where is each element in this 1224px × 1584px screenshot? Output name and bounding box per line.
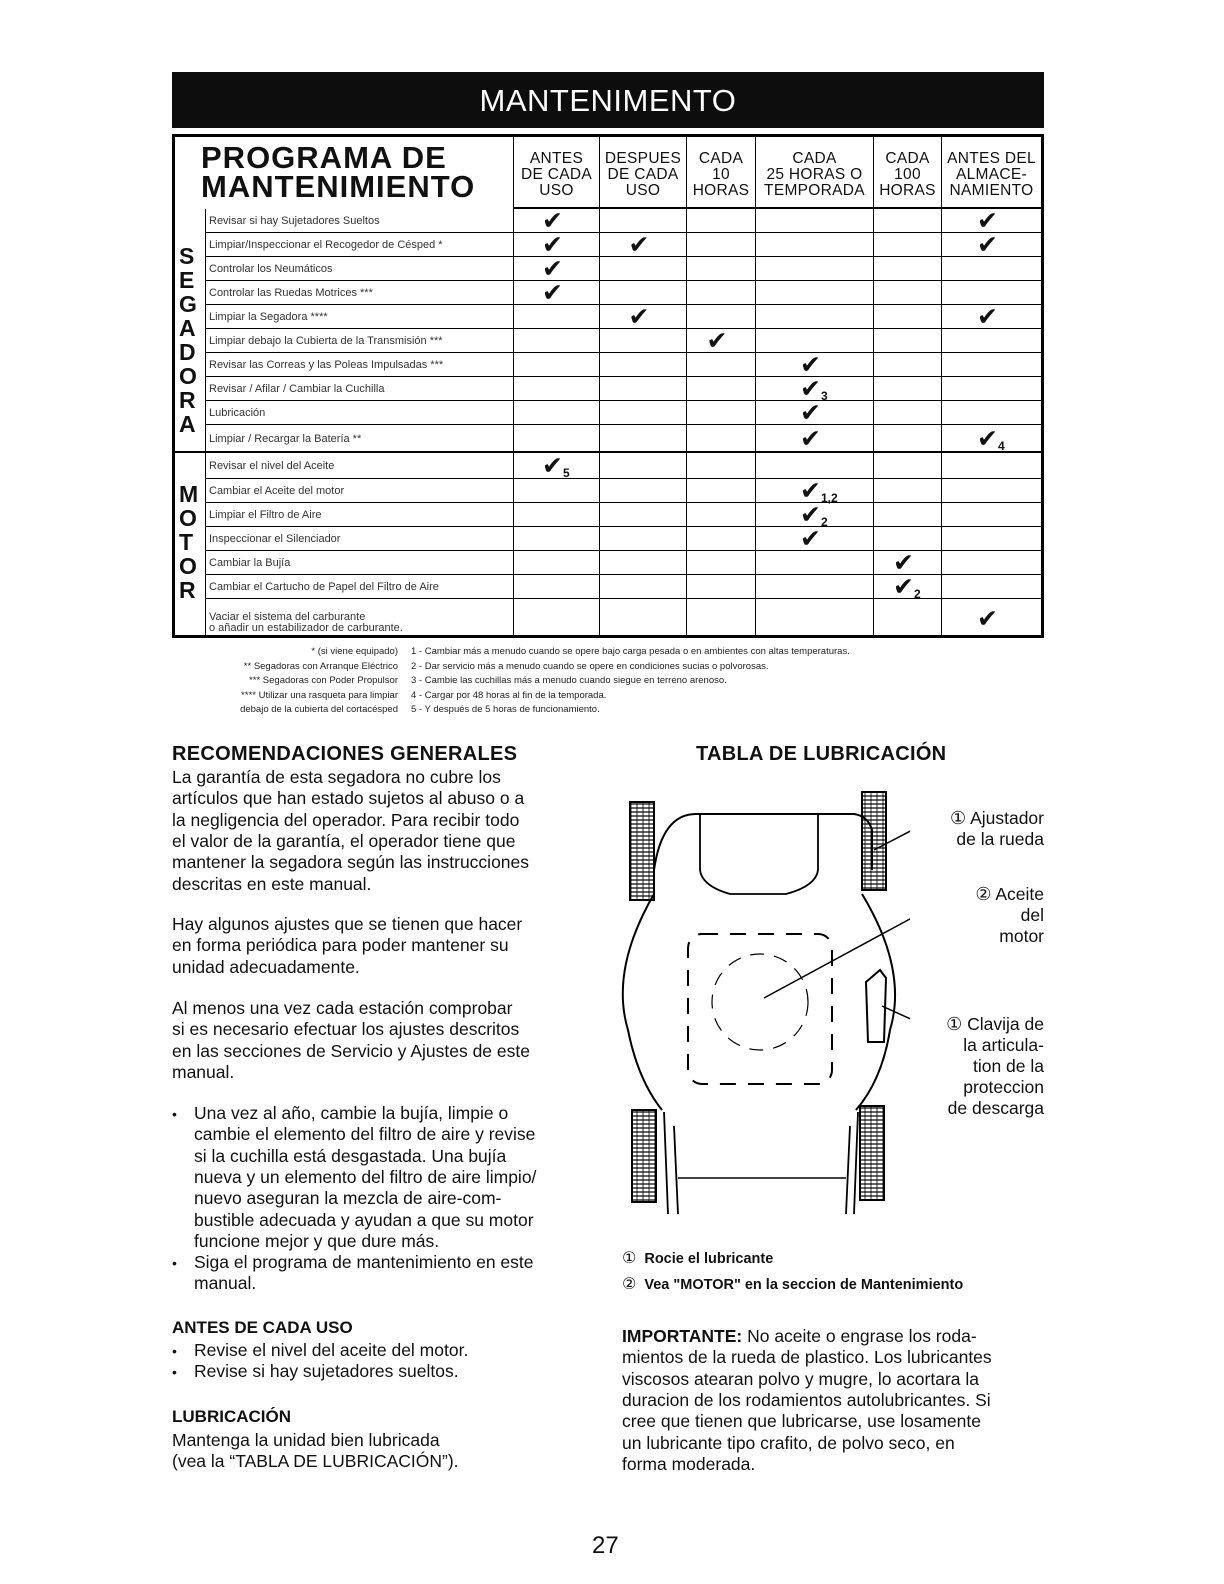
engine-outline [688,934,832,1084]
row-divider [205,280,1041,281]
task-label: Limpiar / Recargar la Batería ** [209,432,362,445]
task-label: Controlar las Ruedas Motrices *** [209,287,373,299]
row-divider [205,424,1041,425]
check-mark-icon: $✔_5$ [542,450,570,480]
bullet-line: Una vez al año, cambie la bujía, limpie o [194,1103,509,1123]
task-label: Revisar si hay Sujetadores Sueltos [209,215,380,227]
column-divider [873,207,874,635]
column-header-0 [513,137,599,209]
task-label: Limpiar la Segadora **** [209,311,328,323]
maintenance-schedule-table [172,134,1044,638]
check-mark-icon: ✔ [977,230,998,259]
general-paragraph-line: si es necesario efectuar los ajustes descritos [172,1019,520,1040]
column-header-0-line2: USO [539,182,574,199]
label-engine-oil-line3: motor [999,926,1044,946]
general-paragraph-line: mantener la segadora según las instrucciones [172,852,530,873]
blade-circle [712,954,808,1050]
task-label: Limpiar/Inspeccionar el Recogedor de Césped * [209,239,443,251]
column-header-1 [599,137,686,209]
check-mark-icon: ✔ [542,278,563,307]
check-footnote-ref: 3 [820,389,828,403]
bullet-icon: • [172,1106,177,1122]
engine-group-letter: O [179,553,197,579]
check-mark-icon: ✔ [542,254,563,283]
column-header-4-line2: HORAS [879,182,936,199]
row-divider [205,502,1041,503]
legend-spray-lubricant [622,1248,773,1267]
check-mark-icon: $✔_{1,2}$ [800,476,838,505]
check-mark-icon: ✔ [800,524,821,553]
check-mark-icon: ✔ [628,302,650,331]
lubrication-chart-heading: TABLA DE LUBRICACIÓN [696,743,947,765]
section-banner: MANTENIMENTO [172,72,1044,128]
check-mark-icon: ✔ [542,206,563,235]
engine-group-letter: T [179,529,194,555]
row-divider [205,478,1041,479]
row-divider [205,526,1041,527]
bullet-line: nueva y un elemento del filtro de aire limpio/ [194,1166,537,1187]
legend-2-icon: ② [622,1274,637,1293]
column-header-4-line0: CADA [885,150,930,167]
task-label-line: Vaciar el sistema del carburante [209,611,366,623]
column-header-5-line1: ALMACE- [955,166,1027,183]
handle-bars [664,1112,858,1214]
task-label: Inspeccionar el Silenciador [209,533,341,545]
general-paragraph-line: La garantía de esta segadora no cubre los [172,767,501,787]
lubrication-line: (vea la “TABLA DE LUBRICACIÓN”). [172,1451,459,1472]
column-header-4 [873,137,941,209]
check-mark-icon: ✔ [628,230,650,259]
bullet-icon: • [172,1255,177,1271]
general-paragraph-line: el valor de la garantía, el operador tiene que [172,830,516,851]
row-divider [205,304,1041,305]
engine-group-letter: M [179,481,199,507]
important-line [622,1326,977,1347]
row-divider [205,574,1041,575]
important-line: forma moderada. [622,1453,756,1474]
general-paragraph-line: en forma periódica para poder mantener su [172,935,509,956]
rear-right-wheel [860,1106,884,1200]
check-mark-icon: ✔ [800,423,821,453]
check-mark-icon: ✔ [800,398,821,427]
column-header-2-line2: HORAS [692,182,750,199]
general-paragraph-line: manual. [172,1061,235,1082]
column-header-3-line2: TEMPORADA [764,182,865,199]
schedule-title [201,140,501,204]
column-header-1-line2: USO [625,182,661,199]
column-divider [513,207,514,635]
task-label: Limpiar el Filtro de Aire [209,509,322,521]
mower-group-letter: G [179,291,197,317]
general-paragraph-line: descritas en este manual. [172,873,372,894]
mower-group-letter: R [179,387,196,413]
check-mark-icon: $✔_2$ [893,572,921,601]
mower-group-letter: S [179,243,195,269]
label-wheel-adjuster [918,808,1044,850]
mower-group-letter: A [179,315,196,341]
task-label: Controlar los Neumáticos [209,263,333,275]
column-header-1-line0: DESPUES [604,150,682,167]
column-header-5-line0: ANTES DEL [947,150,1036,167]
row-divider [205,376,1041,377]
label-engine-oil [918,884,1044,947]
engine-group-letter: O [179,505,197,531]
legend-see-motor-text: Vea "MOTOR" en la seccion de Mantenimiento [644,1277,964,1293]
general-paragraph-line: en las secciones de Servicio y Ajustes de este [172,1040,530,1061]
important-line: mientos de la rueda de plastico. Los lubricantes [622,1347,992,1368]
check-footnote-ref: 2 [820,515,828,529]
column-header-2-line0: CADA [698,150,744,167]
label-discharge-pin-line5: de descarga [947,1098,1044,1118]
before-use-item: Revise si hay sujetadores sueltos. [194,1361,459,1382]
task-label: Revisar las Correas y las Poleas Impulsadas *** [209,359,444,371]
row-divider [205,328,1041,329]
check-mark-icon: ✔ [893,548,914,577]
bullet-line: funcione mejor y que dure más. [194,1230,440,1251]
label-discharge-pin-line4: proteccion [963,1077,1044,1097]
deck-outline [623,894,895,1110]
label-discharge-pin-line3: tion de la [972,1056,1044,1076]
task-label: Cambiar el Aceite del motor [209,485,345,497]
schedule-title-line1: PROGRAMA DE [201,140,447,175]
row-divider [205,256,1041,257]
label-engine-oil-line2: del [1020,905,1044,925]
row-divider [205,352,1041,353]
bullet-line: manual. [194,1273,257,1294]
bullet-line: nuevo aseguran la mezcla de aire-com- [194,1188,502,1209]
column-header-3-line0: CADA [792,150,837,167]
important-line: duracion de los rodamientos autolubricantes. Si [622,1389,991,1410]
check-footnote-ref: 2 [913,587,921,601]
task-label-line: o añadir un estabilizador de carburante. [209,622,403,634]
bullet-line: Siga el programa de mantenimiento en este [194,1252,534,1272]
task-label: Cambiar el Cartucho de Papel del Filtro de Aire [209,581,439,593]
row-divider [205,400,1041,401]
legend-see-motor [622,1274,963,1293]
row-divider [205,550,1041,551]
label-engine-oil-line1: Aceite [995,884,1044,904]
bullet-line: bustible adecuada y ayudan a que su motor [194,1209,534,1230]
page-number: 27 [592,1532,619,1559]
bullet-icon: • [172,1343,177,1359]
column-header-5 [941,137,1041,209]
footnote-right: 2 - Dar servicio más a menudo cuando se opere en condiciones sucias o polvorosas. [411,660,769,672]
important-line: viscosos atearan polvo y mugre, lo acortara la [622,1368,979,1389]
column-header-3-line1: 25 HORAS O [766,166,863,183]
footnote-left: * (si viene equipado) [311,646,398,657]
lubrication-heading: LUBRICACIÓN [172,1407,291,1426]
column-divider [686,207,687,635]
check-mark-icon: $✔_2$ [800,500,828,529]
group-divider [205,209,206,638]
footnote-left: *** Segadoras con Poder Propulsor [249,675,398,686]
task-label: Limpiar debajo la Cubierta de la Transmisión *** [209,335,443,347]
rear-left-wheel [632,1110,656,1202]
column-header-0-line1: DE CADA [520,166,592,183]
footnote-right: 5 - Y después de 5 horas de funcionamiento. [411,704,600,715]
important-line: un lubricante tipo crafito, de polvo seco, en [622,1432,955,1453]
check-mark-icon: ✔ [706,326,728,355]
bullet-line: si la cuchilla está desgastada. Una bujía [194,1145,507,1166]
schedule-title-line2: MANTENIMIENTO [201,169,476,204]
column-divider [941,207,942,635]
check-mark-icon: $✔_4$ [977,423,1005,453]
important-label: IMPORTANTE: [622,1326,743,1346]
deck-front [654,814,872,870]
column-header-3 [755,137,873,209]
task-label [209,612,403,634]
important-text: No aceite o engrase los roda- [742,1326,977,1346]
leader-engine-oil [764,894,910,998]
label-discharge-pin-line1: Clavija de [967,1014,1044,1034]
callout-1-icon: ① [950,808,967,829]
column-divider [599,207,600,635]
important-line: cree que tienen que lubricarse, use losamente [622,1411,981,1432]
check-mark-icon: ✔ [977,302,998,331]
task-label: Cambiar la Bujía [209,557,291,569]
engine-group-letter: R [179,577,196,603]
task-label: Revisar / Afilar / Cambiar la Cuchilla [209,383,385,395]
column-header-2 [686,137,755,209]
footnote-right: 1 - Cambiar más a menudo cuando se opere bajo carga pesada o en ambientes con altas temperaturas. [411,646,850,657]
front-left-wheel [630,802,654,900]
legend-1-icon: ① [622,1248,637,1267]
column-header-2-line1: 10 [712,166,730,183]
check-mark-icon: ✔ [800,350,821,379]
callout-2-icon: ② [975,884,992,905]
general-paragraph-line: la negligencia del operador. Para recibir todo [172,809,520,830]
mower-group-letter: D [179,339,196,365]
footnote-right: 4 - Cargar por 48 horas al fin de la temporada. [411,689,607,701]
deck-housing [700,814,818,894]
general-paragraph-line: Al menos una vez cada estación comprobar [172,998,513,1018]
row-divider [175,451,1041,453]
before-each-use-heading: ANTES DE CADA USO [172,1318,353,1337]
mower-group-letter: E [179,267,195,293]
bullet-line: cambie el elemento del filtro de aire y revise [194,1124,536,1145]
column-divider [755,207,756,635]
callout-1b-icon: ① [946,1014,963,1035]
footnote-left: **** Utilizar una rasqueta para limpiar [241,689,398,701]
label-wheel-adjuster-line1: Ajustador [970,808,1044,828]
general-recommendations-heading: RECOMENDACIONES GENERALES [172,743,518,765]
check-mark-icon: ✔ [977,603,998,633]
check-footnote-ref: 5 [562,465,570,480]
column-header-0-line0: ANTES [529,150,584,167]
check-footnote-ref: 1,2 [820,491,838,505]
row-divider [205,232,1041,233]
general-paragraph-line: Hay algunos ajustes que se tienen que hacer [172,914,523,934]
mower-group-letter: O [179,363,197,389]
column-header-1-line1: DE CADA [607,166,679,183]
check-mark-icon: ✔ [977,206,998,235]
column-header-5-line2: NAMIENTO [949,182,1034,199]
mower-diagram [610,790,910,1230]
front-right-wheel [862,792,886,890]
check-mark-icon: $✔_3$ [800,374,828,403]
footnote-right: 3 - Cambie las cuchillas más a menudo cuando siegue en terreno arenoso. [411,675,727,686]
header-rule [513,207,1041,209]
footnote-left: ** Segadoras con Arranque Eléctrico [243,660,398,672]
general-paragraph-line: unidad adecuadamente. [172,956,360,977]
lubrication-line: Mantenga la unidad bien lubricada [172,1430,440,1450]
column-header-4-line1: 100 [894,166,921,183]
mower-group-letter: A [179,411,196,437]
footnote-left: debajo de la cubierta del cortacésped [240,704,398,715]
task-label: Lubricación [209,407,266,419]
before-use-item: Revise el nivel del aceite del motor. [194,1340,469,1360]
legend-spray-lubricant-text: Rocie el lubricante [644,1251,774,1267]
general-paragraph-line: artículos que han estado sujetos al abuso o a [172,788,525,809]
bullet-icon: • [172,1364,177,1381]
label-discharge-pin [904,1014,1044,1119]
check-mark-icon: ✔ [542,230,563,259]
label-discharge-pin-line2: la articula- [963,1035,1044,1055]
check-footnote-ref: 4 [997,438,1005,453]
task-label: Revisar el nivel del Aceite [209,459,335,472]
label-wheel-adjuster-line2: de la rueda [956,829,1044,849]
